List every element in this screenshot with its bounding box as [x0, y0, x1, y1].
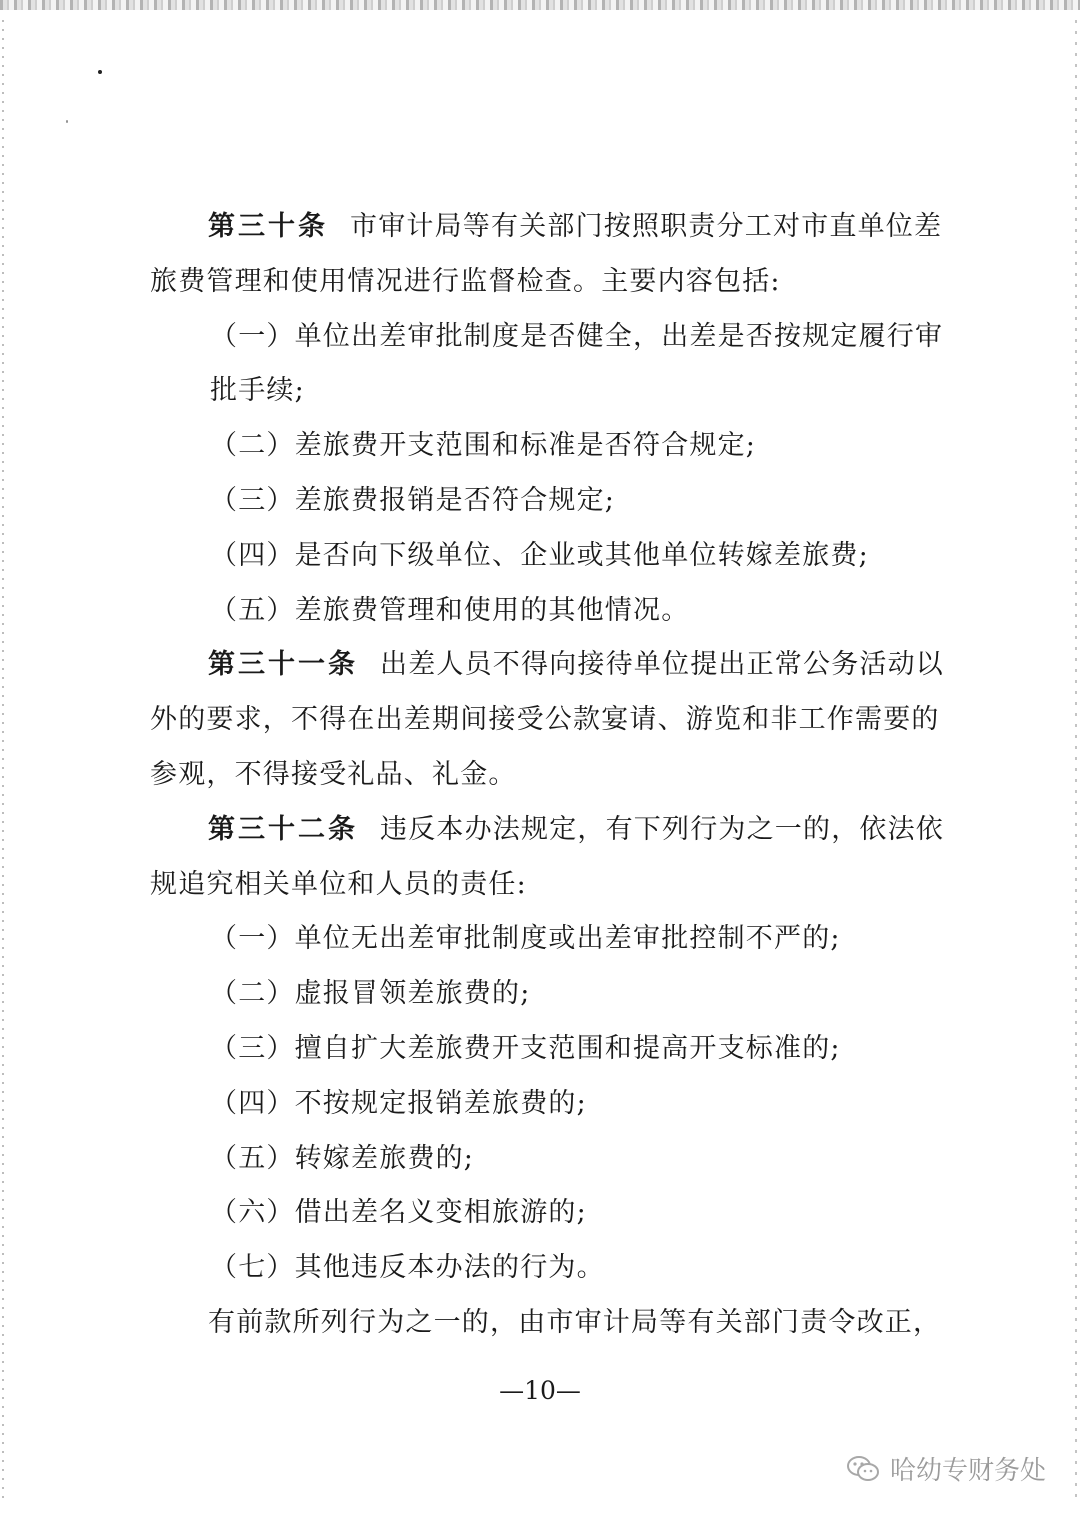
list-item: （六）借出差名义变相旅游的; — [210, 1197, 587, 1229]
wechat-icon — [846, 1454, 880, 1484]
list-item: （五）转嫁差旅费的; — [210, 1142, 475, 1174]
list-item: （一）单位出差审批制度是否健全，出差是否按规定履行审批手续; — [210, 320, 944, 407]
article-text: 出差人员不得向接待单位提出正常公务活动以外的要求，不得在出差期间接受公款宴请、游览和非工作需要的参观，不得接受礼品、礼金。 — [150, 649, 944, 790]
scan-speck — [98, 70, 102, 74]
article-heading: 第三十条 — [208, 211, 328, 242]
watermark-text: 哈幼专财务处 — [889, 1456, 1046, 1486]
article-heading: 第三十二条 — [208, 813, 358, 845]
article-32 — [150, 803, 950, 913]
article-30 — [150, 200, 950, 310]
closing-paragraph: 有前款所列行为之一的，由市审计局等有关部门责令改正， — [208, 1306, 942, 1338]
scan-speck — [66, 120, 68, 123]
list-item: （七）其他违反本办法的行为。 — [210, 1252, 605, 1284]
scan-left-edge — [2, 20, 4, 1500]
list-item: （四）是否向下级单位、企业或其他单位转嫁差旅费; — [210, 539, 869, 571]
article-31 — [150, 638, 950, 802]
document-body — [150, 200, 950, 1351]
watermark — [846, 1450, 1046, 1487]
list-item: （二）虚报冒领差旅费的; — [210, 978, 531, 1010]
list-item: （一）单位无出差审批制度或出差审批控制不严的; — [210, 923, 841, 955]
article-text: 市审计局等有关部门按照职责分工对市直单位差旅费管理和使用情况进行监督检查。主要内容包括: — [150, 211, 943, 297]
list-item: （二）差旅费开支范围和标准是否符合规定; — [210, 430, 757, 462]
list-item: （三）擅自扩大差旅费开支范围和提高开支标准的; — [210, 1032, 841, 1064]
list-item: （三）差旅费报销是否符合规定; — [210, 484, 616, 516]
article-heading: 第三十一条 — [208, 649, 358, 681]
scan-right-edge — [1075, 20, 1077, 1500]
page-number: —10— — [499, 1376, 581, 1405]
list-item: （四）不按规定报销差旅费的; — [210, 1087, 587, 1119]
scan-top-edge — [0, 0, 1080, 10]
article-text: 违反本办法规定，有下列行为之一的，依法依规追究相关单位和人员的责任: — [150, 813, 944, 900]
list-item: （五）差旅费管理和使用的其他情况。 — [210, 594, 690, 626]
